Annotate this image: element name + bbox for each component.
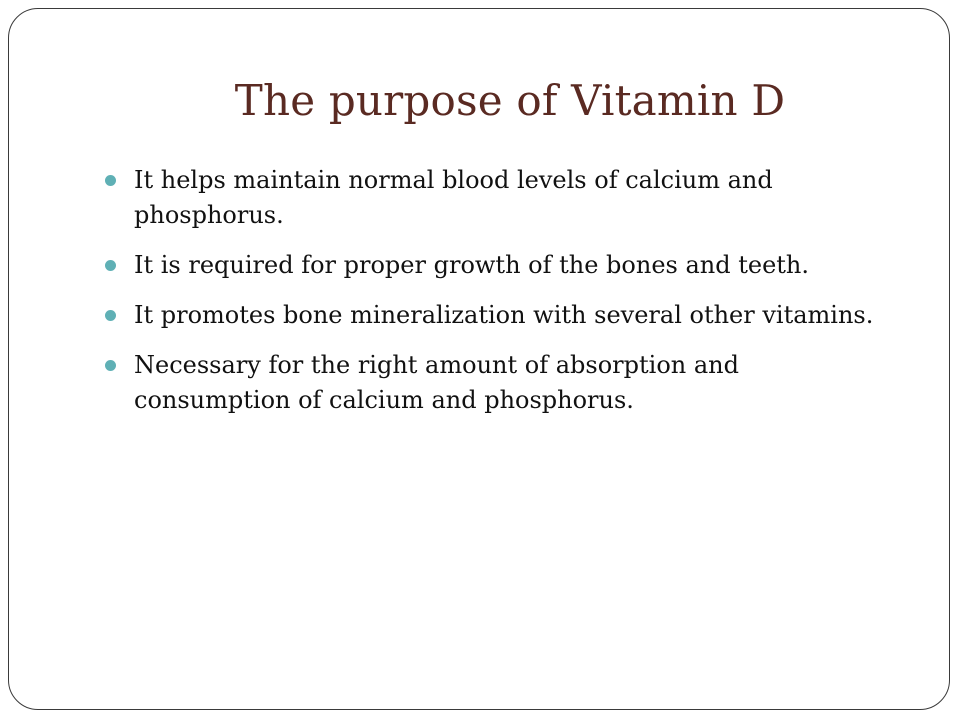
bullet-item: [104, 348, 874, 418]
slide-title: The purpose of Vitamin D: [234, 76, 786, 125]
bullet-item: [104, 163, 874, 233]
bullet-item: [104, 298, 874, 333]
bullet-item: [104, 248, 874, 283]
bullet-text: It promotes bone mineralization with several other vitamins.: [134, 301, 874, 329]
bullet-dot-icon: [105, 310, 116, 321]
bullet-dot-icon: [105, 260, 116, 271]
bullet-list: [104, 163, 874, 433]
bullet-text: It is required for proper growth of the bones and teeth.: [134, 251, 810, 279]
bullet-dot-icon: [105, 360, 116, 371]
bullet-text: Necessary for the right amount of absorption and consumption of calcium and phosphorus.: [134, 351, 739, 414]
bullet-text: It helps maintain normal blood levels of calcium and phosphorus.: [134, 166, 773, 229]
bullet-dot-icon: [105, 175, 116, 186]
